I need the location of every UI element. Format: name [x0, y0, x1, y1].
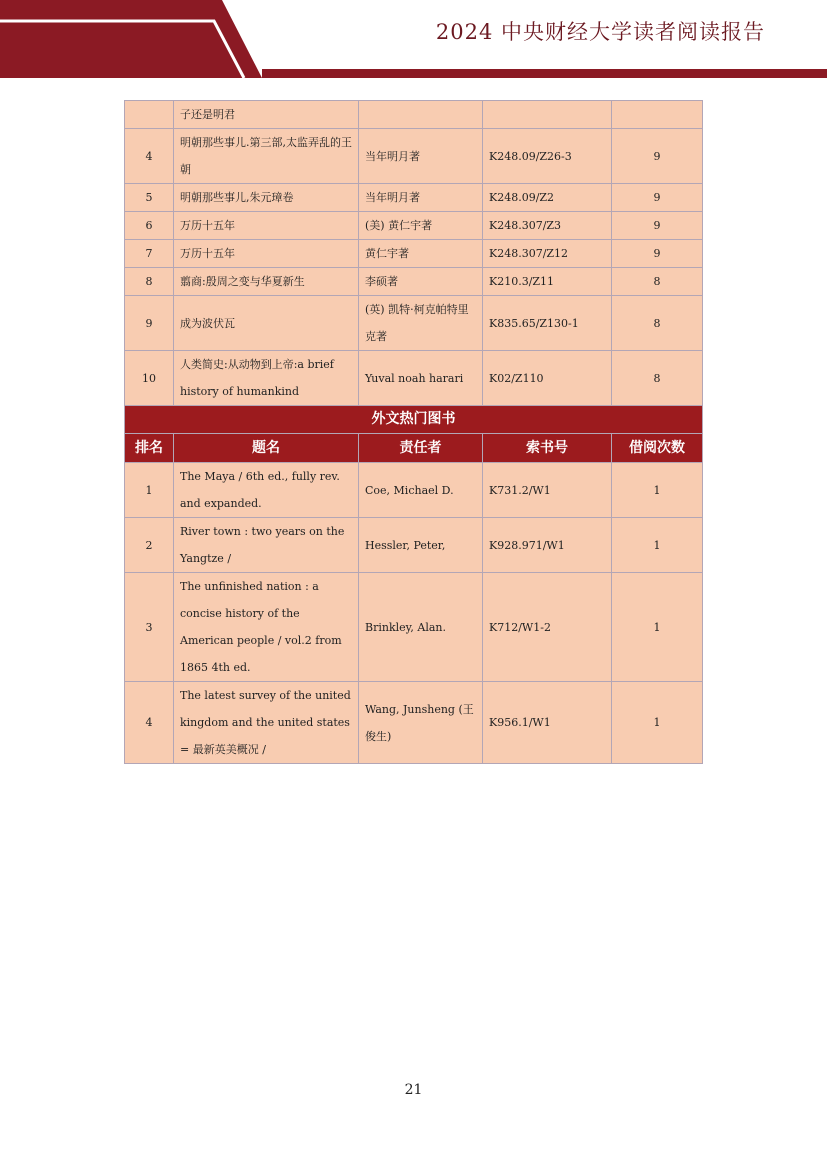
author-cell: Yuval noah harari: [359, 351, 483, 406]
call-number-cell: K248.09/Z26-3: [483, 129, 612, 184]
title-cell: 子还是明君: [174, 101, 359, 129]
rank-cell: 3: [125, 573, 174, 682]
rank-cell: 5: [125, 184, 174, 212]
call-number-cell: K956.1/W1: [483, 682, 612, 764]
author-cell: (美) 黄仁宇著: [359, 212, 483, 240]
rank-cell: 1: [125, 463, 174, 518]
table-row: [125, 240, 703, 268]
author-cell: Brinkley, Alan.: [359, 573, 483, 682]
borrow-count-cell: 9: [612, 129, 703, 184]
title-cell: 人类简史:从动物到上帝:a brief history of humankind: [174, 351, 359, 406]
call-number-cell: K835.65/Z130-1: [483, 296, 612, 351]
table-row: [125, 296, 703, 351]
rank-cell: 9: [125, 296, 174, 351]
author-cell: [359, 101, 483, 129]
borrow-count-cell: 9: [612, 212, 703, 240]
author-cell: Hessler, Peter,: [359, 518, 483, 573]
table-row: [125, 682, 703, 764]
section-title-row: [125, 406, 703, 434]
borrow-count-cell: 8: [612, 351, 703, 406]
borrow-count-cell: 1: [612, 682, 703, 764]
rank-cell: 8: [125, 268, 174, 296]
rank-cell: 7: [125, 240, 174, 268]
call-number-cell: K928.971/W1: [483, 518, 612, 573]
borrow-count-cell: 9: [612, 184, 703, 212]
title-cell: The unfinished nation : a concise history of the American people / vol.2 from 1865 4th ed.: [174, 573, 359, 682]
author-cell: 黄仁宇著: [359, 240, 483, 268]
borrow-count-cell: 1: [612, 518, 703, 573]
call-number-cell: K248.09/Z2: [483, 184, 612, 212]
column-header-author: 责任者: [359, 434, 483, 463]
popular-books-table: [124, 100, 703, 764]
call-number-cell: K248.307/Z12: [483, 240, 612, 268]
call-number-cell: K02/Z110: [483, 351, 612, 406]
title-cell: 翦商:殷周之变与华夏新生: [174, 268, 359, 296]
column-header-call-number: 索书号: [483, 434, 612, 463]
column-header-rank: 排名: [125, 434, 174, 463]
rank-cell: 4: [125, 129, 174, 184]
borrow-count-cell: 8: [612, 296, 703, 351]
title-cell: 明朝那些事儿.第三部,太监弄乱的王朝: [174, 129, 359, 184]
rank-cell: 2: [125, 518, 174, 573]
rank-cell: 10: [125, 351, 174, 406]
title-cell: 明朝那些事儿,朱元璋卷: [174, 184, 359, 212]
page-number: 21: [404, 1082, 423, 1098]
call-number-cell: K712/W1-2: [483, 573, 612, 682]
call-number-cell: [483, 101, 612, 129]
table-row: [125, 129, 703, 184]
report-title: 2024 中央财经大学读者阅读报告: [435, 20, 765, 44]
borrow-count-cell: 9: [612, 240, 703, 268]
call-number-cell: K731.2/W1: [483, 463, 612, 518]
column-header-count: 借阅次数: [612, 434, 703, 463]
page-header: [0, 0, 827, 90]
author-cell: Coe, Michael D.: [359, 463, 483, 518]
table-row: [125, 268, 703, 296]
author-cell: (英) 凯特·柯克帕特里克著: [359, 296, 483, 351]
title-cell: The latest survey of the united kingdom and the united states = 最新英美概况 /: [174, 682, 359, 764]
title-cell: 万历十五年: [174, 212, 359, 240]
table-row: [125, 518, 703, 573]
rank-cell: 6: [125, 212, 174, 240]
borrow-count-cell: 1: [612, 573, 703, 682]
table-row: [125, 573, 703, 682]
author-cell: 李硕著: [359, 268, 483, 296]
table-header-row: [125, 434, 703, 463]
author-cell: 当年明月著: [359, 184, 483, 212]
title-cell: 万历十五年: [174, 240, 359, 268]
author-cell: 当年明月著: [359, 129, 483, 184]
table-row: [125, 101, 703, 129]
title-cell: 成为波伏瓦: [174, 296, 359, 351]
author-cell: Wang, Junsheng (王俊生): [359, 682, 483, 764]
section-title: 外文热门图书: [125, 406, 703, 434]
foreign-books-rows: [125, 463, 703, 764]
chinese-books-rows: [125, 101, 703, 406]
borrow-count-cell: [612, 101, 703, 129]
borrow-count-cell: 8: [612, 268, 703, 296]
column-header-title: 题名: [174, 434, 359, 463]
table-row: [125, 212, 703, 240]
title-cell: The Maya / 6th ed., fully rev. and expanded.: [174, 463, 359, 518]
rank-cell: 4: [125, 682, 174, 764]
title-cell: River town : two years on the Yangtze /: [174, 518, 359, 573]
call-number-cell: K210.3/Z11: [483, 268, 612, 296]
borrow-count-cell: 1: [612, 463, 703, 518]
call-number-cell: K248.307/Z3: [483, 212, 612, 240]
foreign-books-section: [125, 406, 703, 463]
table-row: [125, 351, 703, 406]
table-row: [125, 184, 703, 212]
table-row: [125, 463, 703, 518]
rank-cell: [125, 101, 174, 129]
